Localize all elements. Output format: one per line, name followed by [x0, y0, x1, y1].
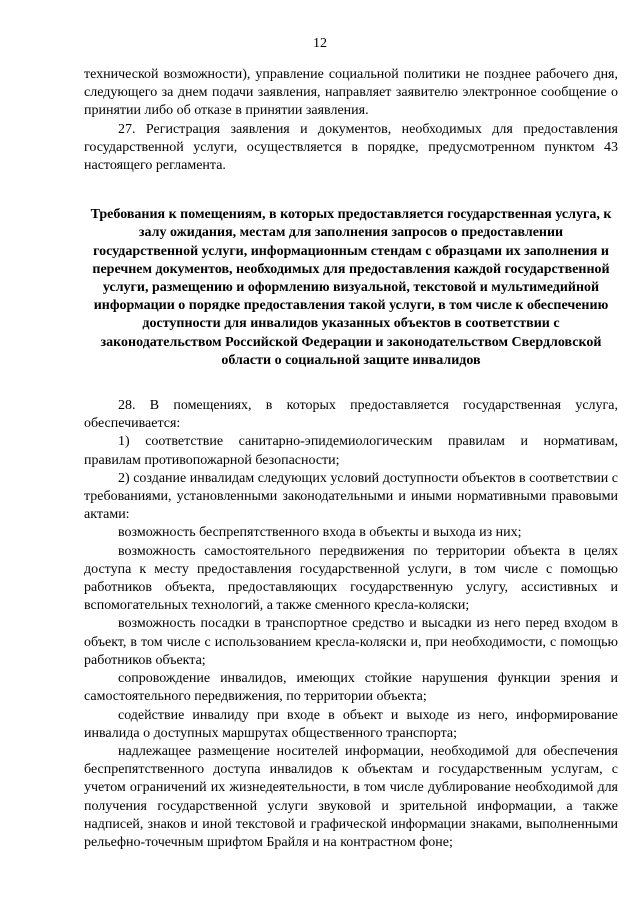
page-number: 12 [313, 36, 327, 51]
sub-item-escort: сопровождение инвалидов, имеющих стойкие нарушения функции зрения и самостоятельного передвижения, по территории объекта; [84, 671, 618, 705]
sub-item-entrance: возможность беспрепятственного входа в объекты и выхода из них; [118, 525, 522, 541]
paragraph-continuation: технической возможности), управление социальной политики не позднее рабочего дня, следующего за днем подачи заявления, направляет заявителю электронное сообщение о принятии либо об отказе в принятии заявления. [84, 67, 618, 119]
sub-item-information: надлежащее размещение носителей информации, необходимой для обеспечения беспрепятственного доступа инвалидов к объектам и государственным услугам, с учетом ограничений их жизнедеятельности, в том числе дублирование необходимой для получения государственной услуги звуковой и зрительной информации, а также надписей, знаков и иной текстовой и графической информации знаками, выполненными рельефно-точечным шрифтом Брайля и на контрастном фоне; [84, 743, 618, 850]
list-item-2: 2) создание инвалидам следующих условий доступности объектов в соответствии с требованиями, установленными законодательными и иными нормативными правовыми актами: [84, 470, 618, 523]
list-item-1: 1) соответствие санитарно-эпидемиологическим правилам и нормативам, правилам противопожарной безопасности; [84, 434, 618, 468]
paragraph-28: 28. В помещениях, в которых предоставляется государственная услуга, обеспечивается: [84, 398, 618, 432]
sub-item-assistance: содействие инвалиду при входе в объект и выходе из него, информирование инвалида о доступных маршрутах общественного транспорта; [84, 707, 618, 741]
document-body [84, 66, 618, 852]
paragraph-27: 27. Регистрация заявления и документов, необходимых для предоставления государственной услуги, осуществляется в порядке, предусмотренном пунктом 43 настоящего регламента. [84, 121, 618, 174]
sub-item-transport: возможность посадки в транспортное средство и высадки из него перед входом в объект, в том числе с использованием кресла-коляски и, при необходимости, с помощью работников объекта; [84, 616, 618, 668]
section-heading: Требования к помещениям, в которых предоставляется государственная услуга, к залу ожидания, местам для заполнения запросов о предоставлении государственной услуги, информационным стендам с образцами их заполнения и перечнем документов, необходимых для предоставления каждой государственной услуги, размещению и оформлению визуальной, текстовой и мультимедийной информации о порядке предоставления такой услуги, в том числе к обеспечению доступности для инвалидов указанных объектов в соответствии с законодательством Российской Федерации и законодательством Свердловской области о социальной защите инвалидов [90, 207, 612, 368]
sub-item-movement: возможность самостоятельного передвижения по территории объекта в целях доступа к месту предоставления государственной услуги, в том числе с помощью работников объекта, предоставляющих государственную услугу, ассистивных и вспомогательных технологий, а также сменного кресла-коляски; [84, 543, 618, 614]
